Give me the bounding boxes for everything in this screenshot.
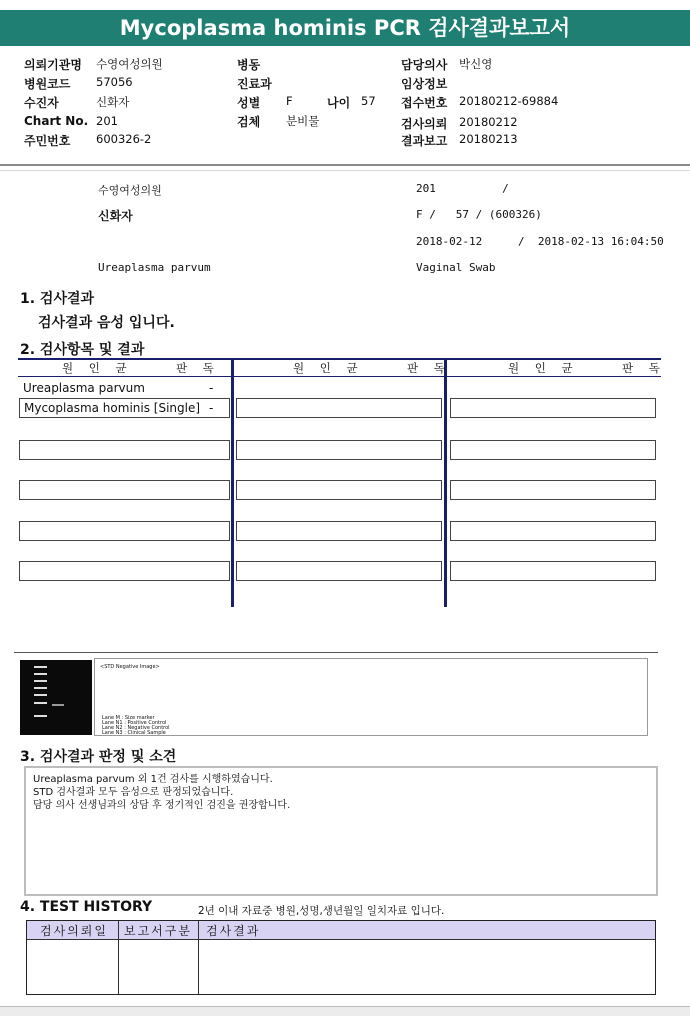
gel-image-legend	[102, 716, 170, 736]
opinion-line-2: STD 검사결과 모두 음성으로 판정되었습니다.	[33, 787, 234, 798]
history-note: 2년 이내 자료중 병원,성명,생년월일 일치자료 입니다.	[198, 905, 445, 917]
summary-sample: Vaginal Swab	[416, 261, 496, 274]
result-cell	[236, 440, 442, 460]
result-cell	[450, 440, 656, 460]
result-row-1-result: -	[209, 381, 214, 395]
doctor-value: 박신영	[459, 57, 493, 71]
col-organism-header-3: 원 인 균	[508, 361, 579, 375]
result-cell	[236, 398, 442, 418]
summary-patient: 신화자	[98, 209, 133, 223]
col-organism-header-2: 원 인 균	[293, 361, 364, 375]
opinion-line-3: 담당 의사 선생님과의 상담 후 정기적인 검진을 권장합니다.	[33, 800, 291, 811]
summary-chart: 201 /	[416, 182, 509, 195]
col-result-header-3: 판 독	[622, 361, 666, 375]
result-cell	[450, 480, 656, 500]
sex-label: 성별	[237, 96, 261, 110]
history-col-report-type: 보고서구분	[124, 924, 192, 938]
summary-request-date: 2018-02-12	[416, 235, 483, 248]
result-cell	[19, 561, 230, 581]
history-col-result: 검사결과	[206, 924, 261, 938]
patient-label: 수진자	[24, 96, 59, 110]
age-value: 57	[361, 94, 376, 108]
summary-sex-age: F / 57 / (600326)	[416, 208, 542, 221]
gel-legend-line: Lane N1 : Positive Control	[102, 720, 167, 726]
clinical-info-label: 임상정보	[401, 77, 448, 91]
age-label: 나이	[327, 96, 351, 110]
history-col-request-date: 검사의뢰일	[40, 924, 108, 938]
header-divider	[0, 164, 690, 166]
chart-no-label: Chart No.	[24, 114, 89, 128]
resident-id-value: 600326-2	[96, 132, 152, 146]
results-table-divider-1	[231, 358, 234, 607]
sex-value: F	[286, 94, 293, 108]
header-divider-light	[0, 170, 690, 171]
result-cell	[236, 480, 442, 500]
results-table-divider-2	[444, 358, 447, 607]
summary-organism: Ureaplasma parvum	[98, 261, 211, 274]
result-cell	[450, 521, 656, 541]
col-result-header-1: 판 독	[176, 361, 220, 375]
history-table-header	[27, 921, 655, 940]
chart-no-value: 201	[96, 114, 118, 128]
result-cell	[19, 440, 230, 460]
result-cell	[19, 521, 230, 541]
gel-legend-line: Lane N3 : Clinical Sample	[102, 730, 166, 736]
summary-report-datetime: / 2018-02-13 16:04:50	[518, 235, 664, 248]
gel-image-frame	[94, 658, 648, 736]
doctor-label: 담당의사	[401, 58, 448, 72]
results-table-header-rule	[18, 376, 661, 377]
result-row-2-organism: Mycoplasma hominis [Single]	[24, 401, 201, 415]
gel-image-caption: <STD Negative Image>	[100, 664, 160, 670]
gel-electrophoresis-image	[20, 660, 92, 735]
gel-legend-line: Lane N2 : Negative Control	[102, 725, 170, 731]
col-result-header-2: 판 독	[407, 361, 451, 375]
section1-heading: 1. 검사결과	[20, 291, 95, 307]
hospital-value: 수영여성의원	[96, 57, 163, 71]
hospital-label: 의뢰기관명	[24, 58, 82, 72]
request-date-value: 20180212	[459, 115, 518, 129]
hospital-code-value: 57056	[96, 75, 133, 89]
request-date-label: 검사의뢰	[401, 117, 448, 131]
patient-value: 신화자	[96, 95, 130, 109]
specimen-label: 검체	[237, 115, 261, 129]
result-row-2-result: -	[209, 401, 214, 415]
report-date-value: 20180213	[459, 132, 518, 146]
col-organism-header-1: 원 인 균	[62, 361, 133, 375]
receipt-no-value: 20180212-69884	[459, 94, 559, 108]
section3-heading: 3. 검사결과 판정 및 소견	[20, 749, 177, 765]
result-cell	[450, 398, 656, 418]
section1-result-text: 검사결과 음성 입니다.	[38, 315, 175, 331]
opinion-line-1: Ureaplasma parvum 외 1건 검사를 시행하였습니다.	[33, 774, 273, 785]
summary-hospital: 수영여성의원	[98, 184, 162, 197]
dept-label: 진료과	[237, 77, 272, 91]
history-col-divider	[118, 921, 119, 994]
result-row-1-organism: Ureaplasma parvum	[23, 381, 145, 395]
history-col-divider	[198, 921, 199, 994]
specimen-value: 분비물	[286, 114, 320, 128]
result-cell	[236, 561, 442, 581]
resident-id-label: 주민번호	[24, 134, 71, 148]
report-date-label: 결과보고	[401, 134, 448, 148]
section2-heading: 2. 검사항목 및 결과	[20, 342, 145, 358]
result-cell	[19, 480, 230, 500]
result-cell	[236, 521, 442, 541]
ward-label: 병동	[237, 58, 261, 72]
result-cell	[450, 561, 656, 581]
gel-legend-line: Lane M : Size marker	[102, 715, 155, 721]
hospital-code-label: 병원코드	[24, 77, 71, 91]
report-title: Mycoplasma hominis PCR 검사결과보고서	[0, 10, 690, 46]
section4-heading: 4. TEST HISTORY	[20, 899, 153, 915]
receipt-no-label: 접수번호	[401, 96, 448, 110]
